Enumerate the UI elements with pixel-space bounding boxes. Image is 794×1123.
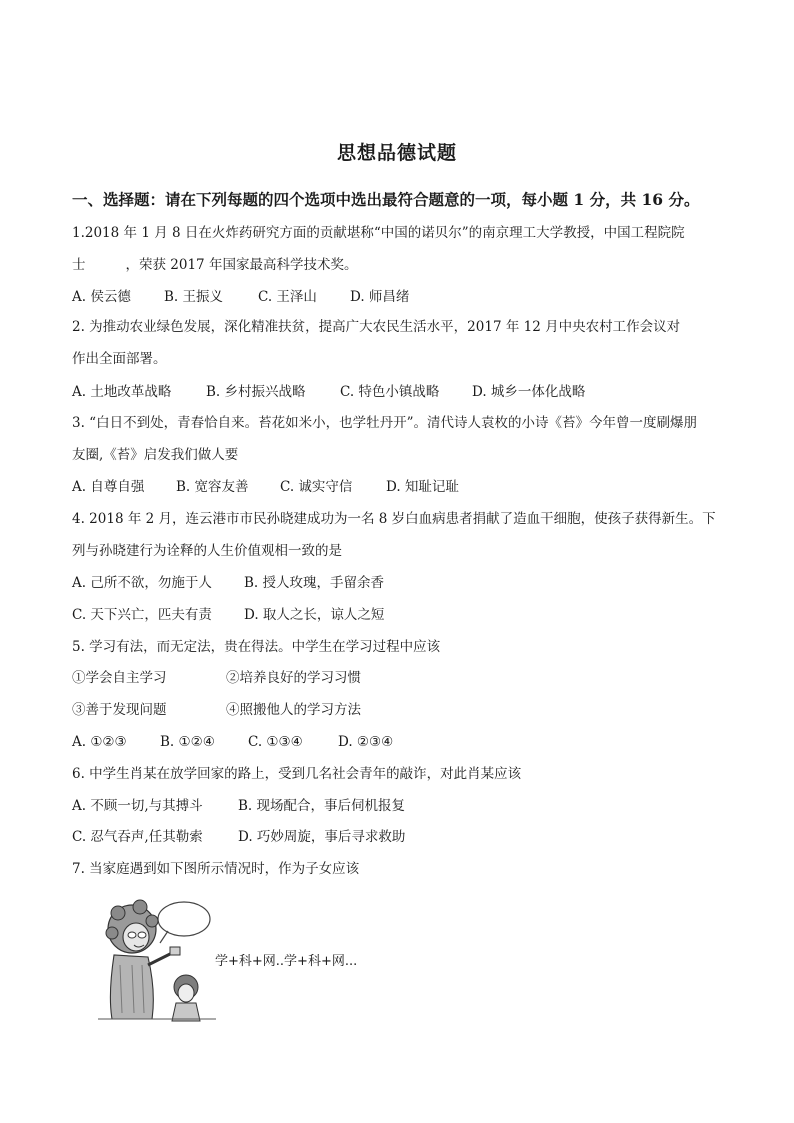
q5-items-row2: [72, 701, 361, 719]
q1-options: [72, 288, 409, 306]
q6-option-c[interactable]: C. 忍气吞声,任其勒索: [72, 829, 203, 845]
q1-line2: [72, 256, 357, 274]
q2-option-b[interactable]: B. 乡村振兴战略: [206, 384, 306, 400]
q6-option-d[interactable]: D. 巧妙周旋，事后寻求救助: [238, 829, 406, 845]
q3-line1: 3. “白日不到处，青春恰自来。苔花如米小，也学牡丹开”。清代诗人袁枚的小诗《苔》今年曾一度刷爆朋: [72, 415, 697, 431]
q1-line1: 1.2018 年 1 月 8 日在火炸药研究方面的贡献堪称“中国的诺贝尔”的南京理工大学教授，中国工程院院: [72, 225, 685, 241]
q3-option-d[interactable]: D. 知耻记耻: [386, 479, 459, 495]
q2-option-d[interactable]: D. 城乡一体化战略: [472, 384, 586, 400]
q2-option-c[interactable]: C. 特色小镇战略: [340, 384, 440, 400]
q2-line1: 2. 为推动农业绿色发展，深化精准扶贫，提高广大农民生活水平，2017 年 12 月中央农村工作会议对: [72, 319, 681, 335]
q4-option-c[interactable]: C. 天下兴亡，匹夫有责: [72, 607, 212, 623]
q5-option-b[interactable]: B. ①②④: [160, 734, 215, 750]
q5-item-1: ①学会自主学习: [72, 670, 167, 686]
q1-line2-start: 士: [72, 257, 86, 273]
q2-options: [72, 383, 585, 401]
q6-options-row1: [72, 797, 405, 815]
q1-option-a[interactable]: A. 侯云德: [72, 289, 131, 305]
q3-option-a[interactable]: A. 自尊自强: [72, 479, 145, 495]
q1-option-b[interactable]: B. 王振义: [164, 289, 224, 305]
q4-option-b[interactable]: B. 授人玫瑰，手留余香: [244, 575, 385, 591]
q7-line1: 7. 当家庭遇到如下图所示情况时，作为子女应该: [72, 861, 360, 877]
watermark-text: 学+科+网..学+科+网...: [215, 954, 358, 969]
q5-item-3: ③善于发现问题: [72, 702, 167, 718]
q3-options: [72, 478, 459, 496]
q6-option-b[interactable]: B. 现场配合，事后伺机报复: [238, 798, 406, 814]
q3-line2: 友圈,《苔》启发我们做人要: [72, 447, 239, 463]
q4-option-d[interactable]: D. 取人之长，谅人之短: [244, 607, 385, 623]
q2-line2: 作出全面部署。: [72, 351, 167, 367]
cartoon-illustration: [98, 895, 216, 1023]
q6-options-row2: [72, 828, 405, 846]
q4-option-a[interactable]: A. 己所不欲，勿施于人: [72, 575, 212, 591]
page-title: 思想品德试题: [336, 142, 457, 164]
q2-option-a[interactable]: A. 土地改革战略: [72, 384, 172, 400]
q5-option-c[interactable]: C. ①③④: [248, 734, 303, 750]
q5-item-2: ②培养良好的学习习惯: [226, 670, 361, 686]
q5-line1: 5. 学习有法，而无定法，贵在得法。中学生在学习过程中应该: [72, 639, 441, 655]
q4-options-row2: [72, 606, 384, 624]
q1-option-c[interactable]: C. 王泽山: [258, 289, 317, 305]
q4-options-row1: [72, 574, 384, 592]
q5-item-4: ④照搬他人的学习方法: [226, 702, 361, 718]
q3-option-c[interactable]: C. 诚实守信: [280, 479, 353, 495]
q5-items-row1: [72, 669, 361, 687]
q5-option-d[interactable]: D. ②③④: [338, 734, 394, 750]
q5-options: [72, 733, 393, 751]
q3-option-b[interactable]: B. 宽容友善: [176, 479, 249, 495]
q1-option-d[interactable]: D. 师昌绪: [350, 289, 410, 305]
q4-line1: 4. 2018 年 2 月，连云港市市民孙晓建成功为一名 8 岁白血病患者捐献了造血干细胞，使孩子获得新生。下: [72, 511, 716, 527]
q6-line1: 6. 中学生肖某在放学回家的路上，受到几名社会青年的敲诈，对此肖某应该: [72, 766, 522, 782]
q1-line2-end: ，荣获 2017 年国家最高科学技术奖。: [125, 257, 358, 273]
q5-option-a[interactable]: A. ①②③: [72, 734, 127, 750]
q4-line2: 列与孙晓建行为诠释的人生价值观相一致的是: [72, 543, 342, 559]
q6-option-a[interactable]: A. 不顾一切,与其搏斗: [72, 798, 203, 814]
cartoon-drawing: [98, 895, 216, 1023]
section-heading: 一、选择题：请在下列每题的四个选项中选出最符合题意的一项，每小题 1 分，共 16 分。: [72, 190, 700, 209]
